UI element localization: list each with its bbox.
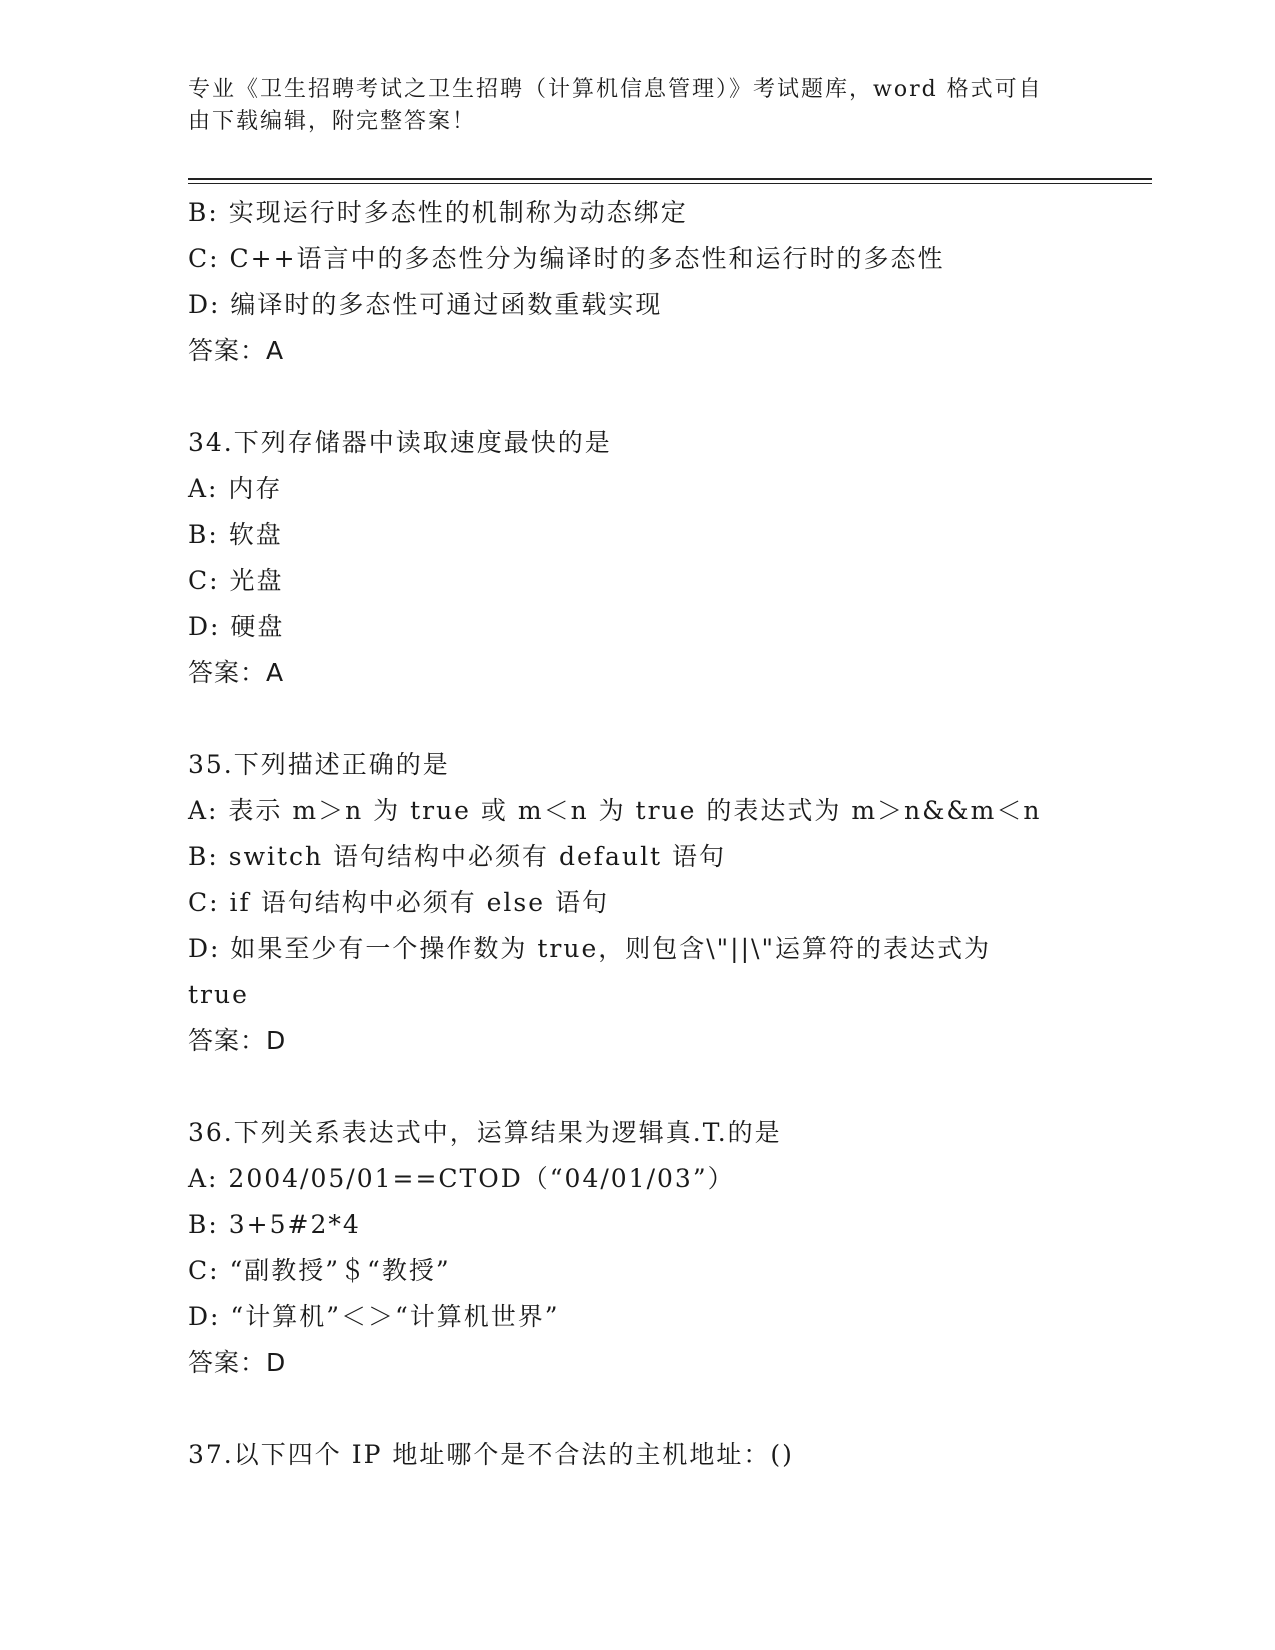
document-header [188, 74, 1068, 138]
option-c: C: “副教授”＄“教授” [188, 1256, 451, 1285]
option-a: A: 表示 m＞n 为 true 或 m＜n 为 true 的表达式为 m＞n&&m＜n [188, 796, 1042, 825]
option-d: D: 硬盘 [188, 612, 285, 641]
option-d: D: “计算机”＜＞“计算机世界” [188, 1302, 560, 1331]
question-content [188, 190, 1088, 1478]
header-line-2: 由下载编辑，附完整答案！ [188, 109, 477, 134]
option-b: B: 软盘 [188, 520, 283, 549]
option-d: D: 编译时的多态性可通过函数重载实现 [188, 290, 663, 319]
question-35 [188, 742, 1088, 1064]
header-line-1: 专业《卫生招聘考试之卫生招聘（计算机信息管理）》考试题库，word 格式可自 [188, 77, 1043, 102]
question-stem: 34.下列存储器中读取速度最快的是 [188, 428, 612, 457]
header-rule-thick [188, 178, 1152, 180]
option-a: A: 内存 [188, 474, 283, 503]
question-stem: 35.下列描述正确的是 [188, 750, 450, 779]
answer: 答案：A [188, 658, 285, 687]
question-stem: 37.以下四个 IP 地址哪个是不合法的主机地址：() [188, 1440, 794, 1469]
spacer [188, 1386, 1088, 1432]
option-d: D: 如果至少有一个操作数为 true，则包含\"||\"运算符的表达式为 [188, 934, 991, 963]
option-c: C: C++语言中的多态性分为编译时的多态性和运行时的多态性 [188, 244, 945, 273]
option-b: B: 3+5#2*4 [188, 1210, 361, 1239]
option-a: A: 2004/05/01==CTOD（“04/01/03”） [188, 1164, 735, 1193]
question-34 [188, 420, 1088, 696]
header-rule-thin [188, 183, 1152, 184]
question-36 [188, 1110, 1088, 1386]
answer: 答案：D [188, 1348, 287, 1377]
answer: 答案：A [188, 336, 285, 365]
option-b: B: switch 语句结构中必须有 default 语句 [188, 842, 727, 871]
option-b: B: 实现运行时多态性的机制称为动态绑定 [188, 198, 688, 227]
spacer [188, 1064, 1088, 1110]
question-37 [188, 1432, 1088, 1478]
answer: 答案：D [188, 1026, 287, 1055]
spacer [188, 374, 1088, 420]
question-stem: 36.下列关系表达式中，运算结果为逻辑真.T.的是 [188, 1118, 782, 1147]
option-d-continued: true [188, 980, 249, 1009]
question-33-continuation [188, 190, 1088, 374]
option-c: C: if 语句结构中必须有 else 语句 [188, 888, 610, 917]
spacer [188, 696, 1088, 742]
option-c: C: 光盘 [188, 566, 284, 595]
